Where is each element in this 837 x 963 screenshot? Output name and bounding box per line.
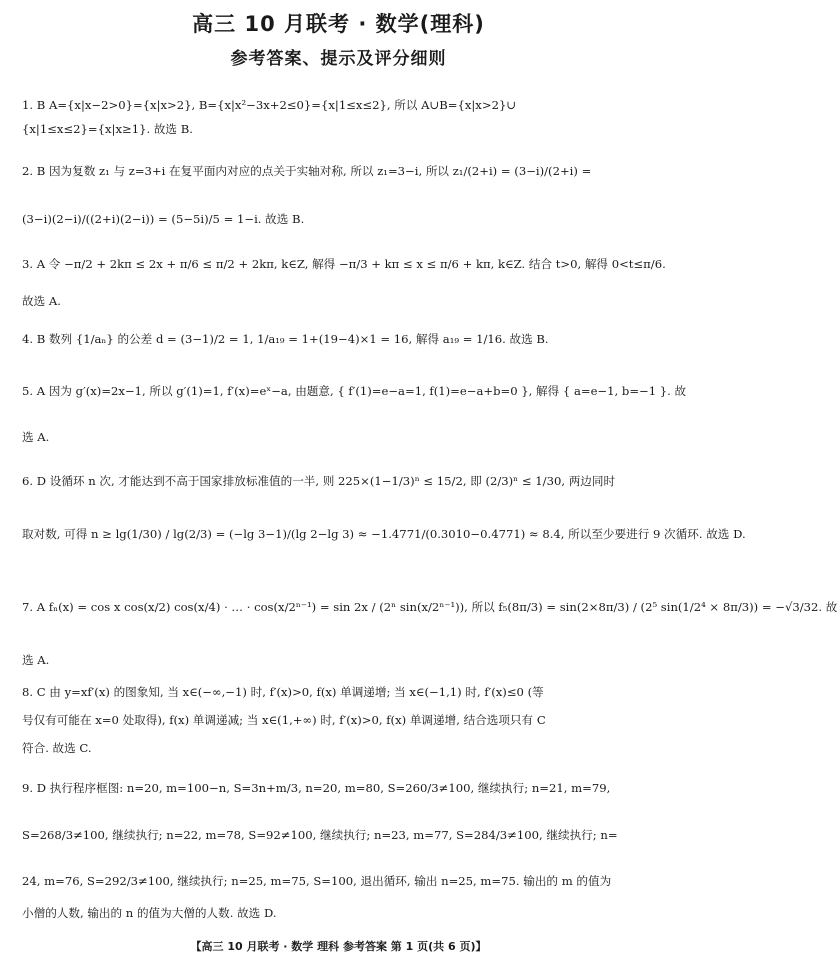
answer-8-line-2: 号仅有可能在 x=0 处取得), f(x) 单调递减; 当 x∈(1,+∞) 时, f′(x)>0, f(x) 单调递增, 结合选项只有 C [22, 713, 546, 727]
answer-8-line-3: 符合. 故选 C. [22, 741, 92, 755]
answer-2-line-1: 2. B 因为复数 z₁ 与 z=3+i 在复平面内对应的点关于实轴对称, 所以 z₁=3−i, 所以 z₁/(2+i) = (3−i)/(2+i) = [22, 164, 592, 178]
answer-1-line-1: 1. B A={x|x−2>0}={x|x>2}, B={x|x²−3x+2≤0}={x|1≤x≤2}, 所以 A∪B={x|x>2}∪ [22, 98, 517, 112]
answer-7-line-1: 7. A fₙ(x) = cos x cos(x/2) cos(x/4) · … · cos(x/2ⁿ⁻¹) = sin 2x / (2ⁿ sin(x/2ⁿ⁻¹)), 所以 f₅(8π/3) = sin(2×8π/3) / (2⁵ sin(1/2⁴ × 8π/3)) = −√3/32. 故 [22, 600, 837, 614]
answer-9-line-3: 24, m=76, S=292/3≠100, 继续执行; n=25, m=75, S=100, 退出循环, 输出 n=25, m=75. 输出的 m 的值为 [22, 874, 612, 888]
answer-7-line-2: 选 A. [22, 653, 50, 667]
answer-4-line-1: 4. B 数列 {1/aₙ} 的公差 d = (3−1)/2 = 1, 1/a₁₉ = 1+(19−4)×1 = 16, 解得 a₁₉ = 1/16. 故选 B. [22, 332, 549, 346]
answer-9-line-4: 小僧的人数, 输出的 n 的值为大僧的人数. 故选 D. [22, 906, 277, 920]
answer-1-line-2: {x|1≤x≤2}={x|x≥1}. 故选 B. [22, 122, 193, 136]
page-title: 高三 10 月联考 · 数学(理科) [192, 12, 485, 36]
answer-5-line-2: 选 A. [22, 430, 50, 444]
answer-2-line-2: (3−i)(2−i)/((2+i)(2−i)) = (5−5i)/5 = 1−i. 故选 B. [22, 212, 305, 226]
answer-3-line-1: 3. A 令 −π/2 + 2kπ ≤ 2x + π/6 ≤ π/2 + 2kπ, k∈Z, 解得 −π/3 + kπ ≤ x ≤ π/6 + kπ, k∈Z. 结合 t>0, 解得 0<t≤π/6. [22, 257, 666, 271]
answer-9-line-1: 9. D 执行程序框图: n=20, m=100−n, S=3n+m/3, n=20, m=80, S=260/3≠100, 继续执行; n=21, m=79, [22, 781, 611, 795]
answer-6-line-1: 6. D 设循环 n 次, 才能达到不高于国家排放标准值的一半, 则 225×(1−1/3)ⁿ ≤ 15/2, 即 (2/3)ⁿ ≤ 1/30, 两边同时 [22, 474, 616, 488]
answer-3-line-2: 故选 A. [22, 294, 61, 308]
answer-6-line-2: 取对数, 可得 n ≥ lg(1/30) / lg(2/3) = (−lg 3−1)/(lg 2−lg 3) ≈ −1.4771/(0.3010−0.4771) ≈ 8.4, 所以至少要进行 9 次循环. 故选 D. [22, 527, 746, 541]
page-footer: 【高三 10 月联考 · 数学 理科 参考答案 第 1 页(共 6 页)】 [190, 940, 487, 953]
answer-8-line-1: 8. C 由 y=xf′(x) 的图象知, 当 x∈(−∞,−1) 时, f′(x)>0, f(x) 单调递增; 当 x∈(−1,1) 时, f′(x)≤0 (等 [22, 685, 544, 699]
page-subtitle: 参考答案、提示及评分细则 [230, 49, 447, 69]
answer-5-line-1: 5. A 因为 g′(x)=2x−1, 所以 g′(1)=1, f′(x)=eˣ−a, 由题意, { f′(1)=e−a=1, f(1)=e−a+b=0 }, 解得 { a=e−1, b=−1 }. 故 [22, 384, 687, 398]
answer-9-line-2: S=268/3≠100, 继续执行; n=22, m=78, S=92≠100, 继续执行; n=23, m=77, S=284/3≠100, 继续执行; n= [22, 828, 618, 842]
